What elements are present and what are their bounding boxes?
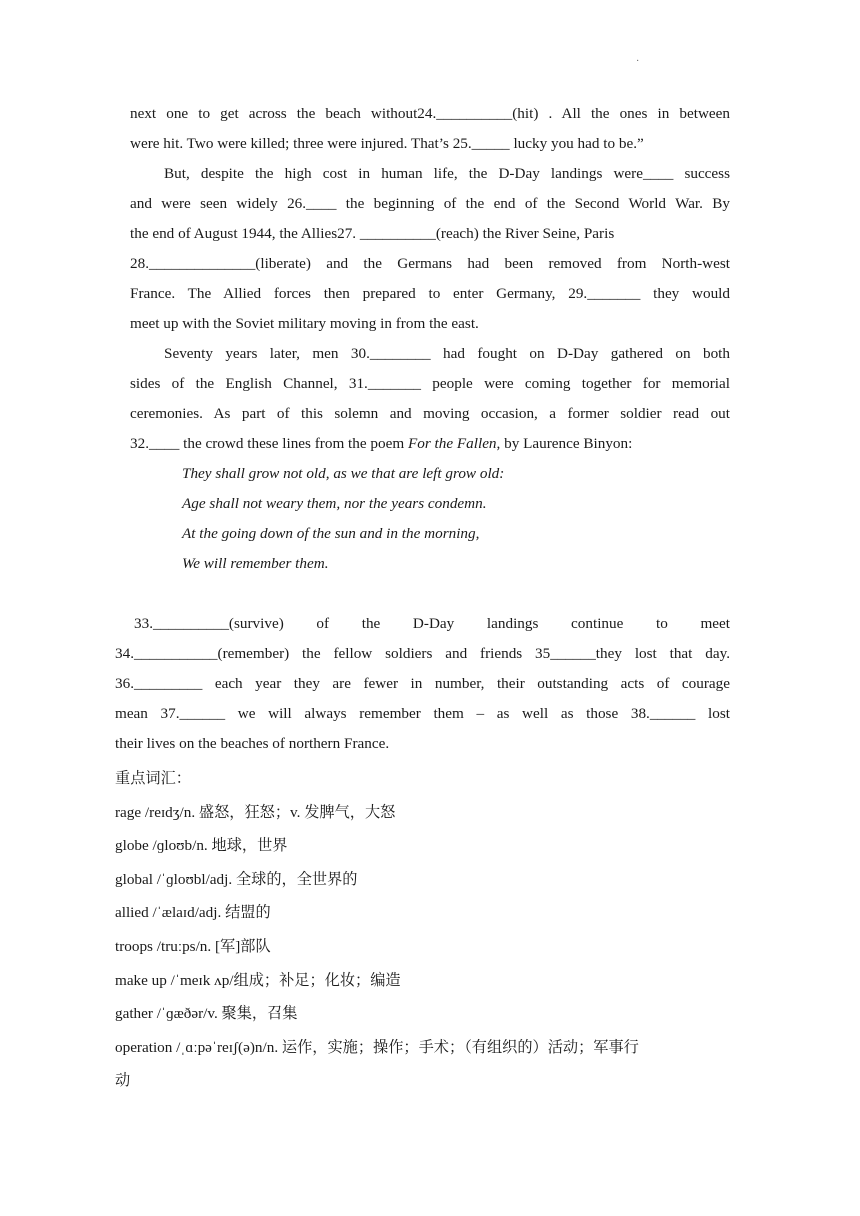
poem-line: Age shall not weary them, nor the years condemn.	[182, 495, 487, 512]
passage-line: meet up with the Soviet military moving in from the east.	[130, 315, 479, 332]
passage-line	[130, 429, 730, 459]
passage-line: ceremonies. As part of this solemn and moving occasion, a former soldier read out	[130, 405, 730, 422]
passage-line: But, despite the high cost in human life, the D-Day landings were____ success	[164, 165, 730, 182]
line-text: , by Laurence Binyon:	[496, 435, 633, 452]
passage-line: 36._________ each year they are fewer in number, their outstanding acts of courage	[115, 675, 730, 692]
passage-line: 28.______________(liberate) and the Germans had been removed from North-west	[130, 255, 730, 272]
passage-line: sides of the English Channel, 31._______ people were coming together for memorial	[130, 375, 730, 392]
passage-line: 33.__________(survive) of the D-Day landings continue to meet	[134, 615, 730, 632]
vocab-item: operation /ˌɑːpəˈreɪʃ(ə)n/n. 运作，实施；操作；手术；（有组织的）活动；军事行	[115, 1038, 639, 1056]
vocab-item: 动	[115, 1072, 131, 1090]
passage-line: the end of August 1944, the Allies27. __________(reach) the River Seine, Paris	[130, 225, 615, 242]
passage-line: France. The Allied forces then prepared to enter Germany, 29._______ they would	[130, 285, 730, 302]
vocab-heading: 重点词汇：	[115, 770, 191, 787]
vocab-item: troops /truːps/n. [军]部队	[115, 937, 271, 955]
passage-line: and were seen widely 26.____ the beginning of the end of the Second World War. By	[130, 195, 730, 212]
line-text: 32.____ the crowd these lines from the poem	[130, 435, 408, 452]
poem-line: We will remember them.	[182, 555, 329, 572]
corner-mark: ·	[636, 56, 640, 67]
poem-line: They shall grow not old, as we that are left grow old:	[182, 465, 505, 482]
passage-line: were hit. Two were killed; three were injured. That’s 25._____ lucky you had to be.”	[130, 135, 644, 152]
vocab-item: rage /reɪdʒ/n. 盛怒，狂怒；v. 发脾气，大怒	[115, 803, 396, 821]
passage-line: mean 37.______ we will always remember them – as well as those 38.______ lost	[115, 705, 730, 722]
vocab-item: gather /ˈɡæðər/v. 聚集，召集	[115, 1005, 298, 1023]
vocab-item: global /ˈɡloʊbl/adj. 全球的，全世界的	[115, 870, 358, 888]
passage-line: next one to get across the beach without24.__________(hit) . All the ones in between	[130, 105, 730, 122]
vocab-item: allied /ˈælaɪd/adj. 结盟的	[115, 904, 271, 922]
passage-line: Seventy years later, men 30.________ had fought on D-Day gathered on both	[164, 345, 730, 362]
passage-body	[115, 99, 730, 759]
vocab-item: globe /ɡloʊb/n. 地球，世界	[115, 837, 288, 855]
passage-line: their lives on the beaches of northern France.	[115, 735, 390, 752]
vocab-section	[115, 762, 730, 1098]
passage-line: 34.___________(remember) the fellow soldiers and friends 35______they lost that day.	[115, 645, 730, 662]
vocab-item: make up /ˈmeɪk ʌp/组成；补足；化妆；编造	[115, 971, 401, 989]
poem-title: For the Fallen	[407, 435, 497, 452]
poem-line: At the going down of the sun and in the morning,	[182, 525, 480, 542]
